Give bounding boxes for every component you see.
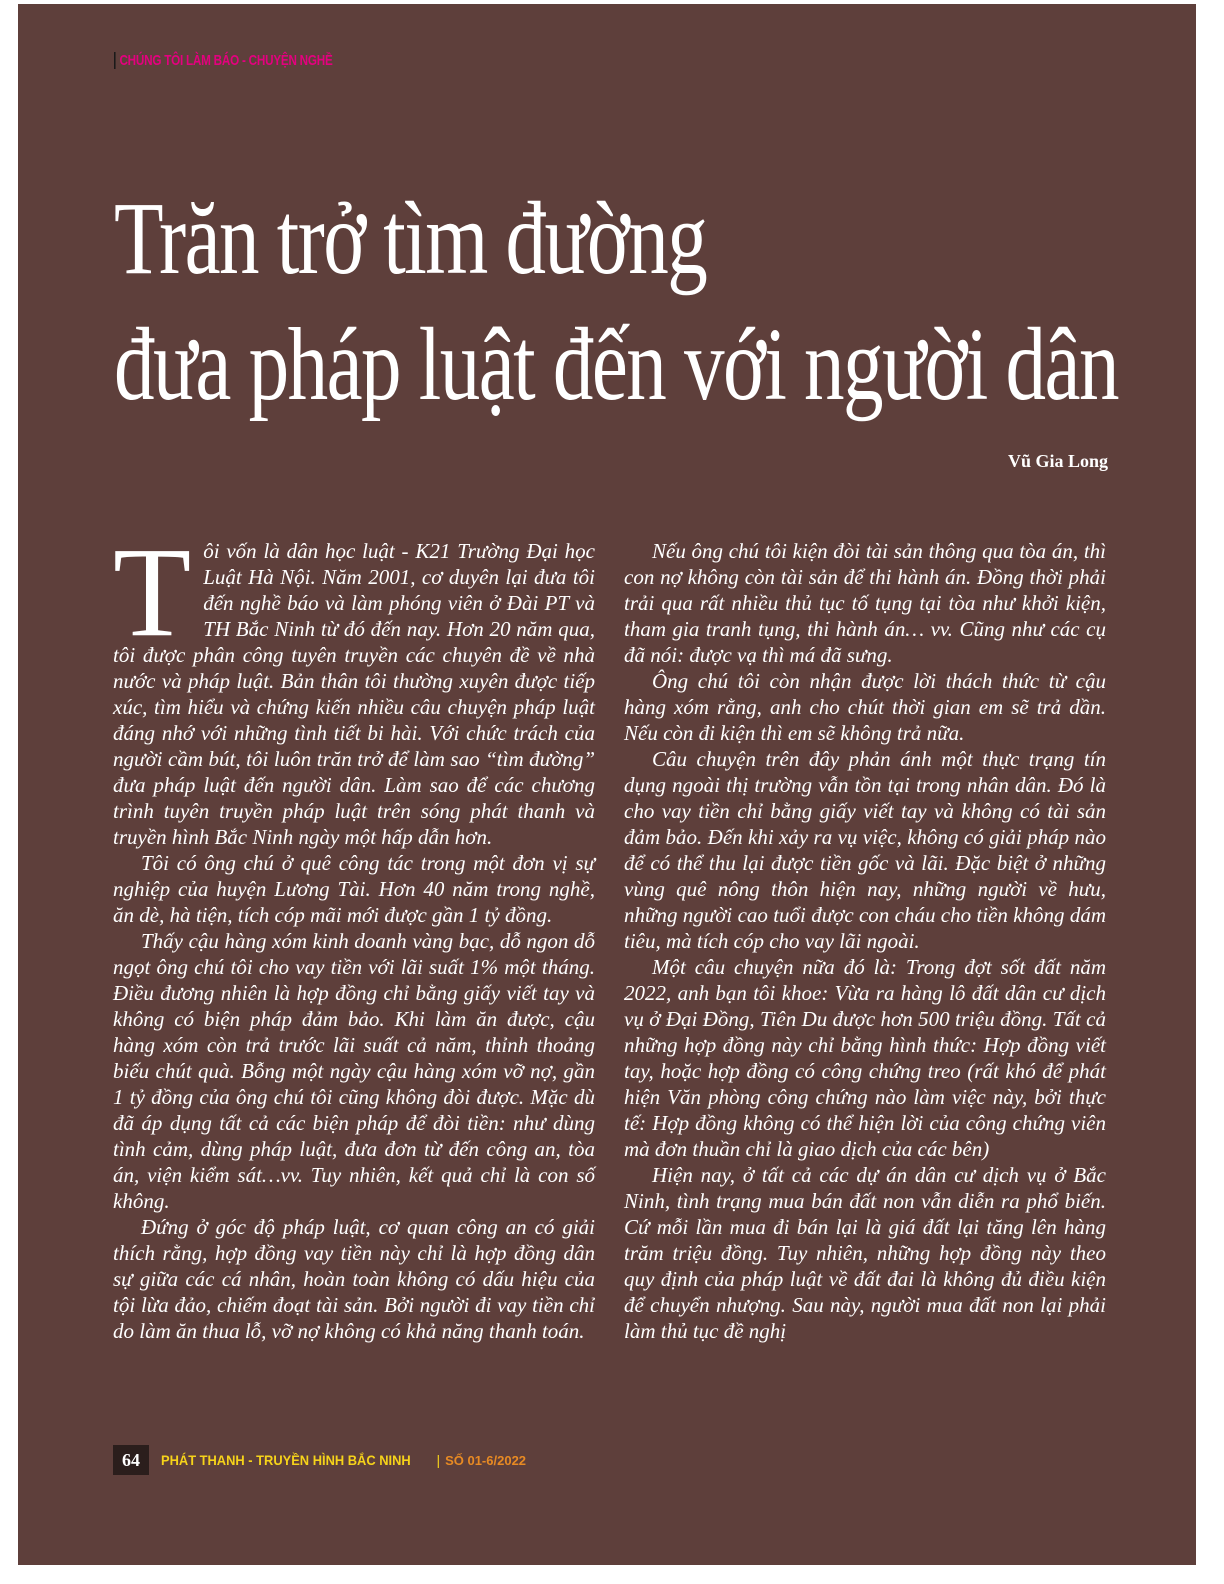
article-column-right bbox=[624, 538, 1106, 1344]
page-footer bbox=[113, 1445, 526, 1475]
author-byline: Vũ Gia Long bbox=[1007, 451, 1108, 471]
article-paragraph: Thấy cậu hàng xóm kinh doanh vàng bạc, dỗ ngon dỗ ngọt ông chú tôi cho vay tiền với lãi suất 1% một tháng. Điều đương nhiên là hợp đồng chỉ bằng giấy viết tay và không có biện pháp đảm bảo. Khi làm ăn được, cậu hàng xóm còn trả trước lãi suất cả năm, thỉnh thoảng biếu chút quà. Bỗng một ngày cậu hàng xóm vỡ nợ, gần 1 tỷ đồng của ông chú tôi cũng không đòi được. Mặc dù đã áp dụng tất cả các biện pháp để đòi tiền: như dùng tình cảm, dùng pháp luật, đưa đơn từ đến công an, tòa án, viện kiểm sát…vv. Tuy nhiên, kết quả chỉ là con số không. bbox=[113, 929, 595, 1213]
article-paragraph bbox=[113, 521, 595, 850]
article-paragraph: Đứng ở góc độ pháp luật, cơ quan công an có giải thích rằng, hợp đồng vay tiền này chỉ là hợp đồng dân sự giữa các cá nhân, hoàn toàn không có dấu hiệu của tội lừa đảo, chiếm đoạt tài sản. Bởi người đi vay tiền chỉ do làm ăn thua lỗ, vỡ nợ không có khả năng thanh toán. bbox=[113, 1215, 595, 1343]
magazine-page bbox=[18, 4, 1196, 1565]
article-paragraph: Tôi có ông chú ở quê công tác trong một đơn vị sự nghiệp của huyện Lương Tài. Hơn 40 năm trong nghề, ăn dè, hà tiện, tích cóp mãi mới được gần 1 tỷ đồng. bbox=[113, 851, 595, 927]
article-paragraph: Một câu chuyện nữa đó là: Trong đợt sốt đất năm 2022, anh bạn tôi khoe: Vừa ra hàng lô đất dân cư dịch vụ ở Đại Đồng, Tiên Du được hơn 500 triệu đồng. Tất cả những hợp đồng này chỉ bằng hình thức: Hợp đồng viết tay, hoặc hợp đồng có công chứng treo (rất khó để phát hiện Văn phòng công chứng nào làm việc này, bởi thực tế: Hợp đồng không có thể hiện lời của công chứng viên mà đơn thuần chỉ là giao dịch của các bên) bbox=[624, 955, 1106, 1161]
footer-separator: | bbox=[436, 1452, 441, 1468]
drop-cap: T bbox=[113, 521, 192, 663]
paragraph-text: ôi vốn là dân học luật - K21 Trường Đại học Luật Hà Nội. Năm 2001, cơ duyên lại đưa tôi đến nghề báo và làm phóng viên ở Đài PT và TH Bắc Ninh từ đó đến nay. Hơn 20 năm qua, tôi được phân công tuyên truyền các chuyên đề về nhà nước và pháp luật. Bản thân tôi thường xuyên được tiếp xúc, tìm hiểu và chứng kiến nhiều câu chuyện pháp luật đáng nhớ với những tình tiết bi hài. Với chức trách của người cầm bút, tôi luôn trăn trở để làm sao “tìm đường” đưa pháp luật đến người dân. Làm sao để các chương trình tuyên truyền pháp luật trên sóng phát thanh và truyền hình Bắc Ninh ngày một hấp dẫn hơn. bbox=[113, 539, 595, 849]
article-title-line-1: Trăn trở tìm đường bbox=[114, 181, 707, 296]
article-paragraph: Câu chuyện trên đây phản ánh một thực trạng tín dụng ngoài thị trường vẫn tồn tại trong nhân dân. Đó là cho vay tiền chỉ bằng giấy viết tay và không có tài sản đảm bảo. Đến khi xảy ra vụ việc, không có giải pháp nào để có thể thu lại được tiền gốc và lãi. Đặc biệt ở những vùng quê nông thôn hiện nay, những người về hưu, những người cao tuổi được con cháu cho tiền không dám tiêu, mà tích cóp cho vay lãi ngoài. bbox=[624, 747, 1106, 953]
publication-name: PHÁT THANH - TRUYỀN HÌNH BẮC NINH bbox=[161, 1452, 411, 1468]
article-paragraph: Nếu ông chú tôi kiện đòi tài sản thông qua tòa án, thì con nợ không còn tài sản để thi hành án. Đồng thời phải trải qua rất nhiều thủ tục tố tụng tại tòa như khởi kiện, tham gia tranh tụng, thi hành án… vv. Cũng như các cụ đã nói: được vạ thì má đã sưng. bbox=[624, 539, 1106, 667]
article-title-line-2: đưa pháp luật đến với người dân bbox=[114, 307, 1118, 422]
page-number: 64 bbox=[113, 1445, 149, 1475]
article-paragraph: Hiện nay, ở tất cả các dự án dân cư dịch vụ ở Bắc Ninh, tình trạng mua bán đất non vẫn diễn ra phổ biến. Cứ mỗi lần mua đi bán lại là giá đất lại tăng lên hàng trăm triệu đồng. Tuy nhiên, những hợp đồng này theo quy định của pháp luật về đất đai là không đủ điều kiện để chuyển nhượng. Sau này, người mua đất non lại phải làm thủ tục đề nghị bbox=[624, 1163, 1106, 1343]
article-title bbox=[114, 176, 1118, 428]
section-label: CHÚNG TÔI LÀM BÁO - CHUYỆN NGHỀ bbox=[114, 52, 333, 69]
issue-number: SỐ 01-6/2022 bbox=[445, 1452, 527, 1468]
article-column-left bbox=[113, 521, 595, 1344]
article-paragraph: Ông chú tôi còn nhận được lời thách thức từ cậu hàng xóm rằng, anh cho chút thời gian em sẽ trả dần. Nếu còn đi kiện thì em sẽ không trả nữa. bbox=[624, 669, 1106, 745]
